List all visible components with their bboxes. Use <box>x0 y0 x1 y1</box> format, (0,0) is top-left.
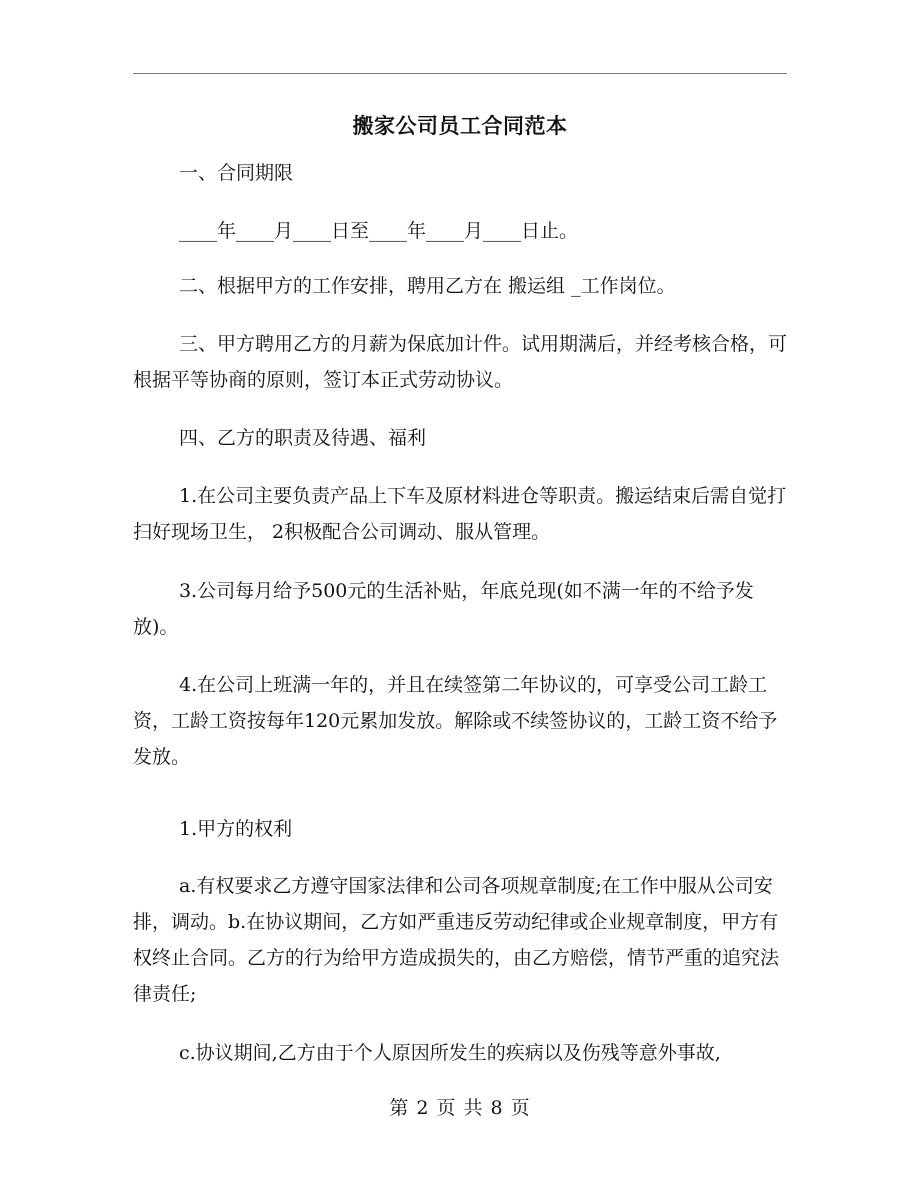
party-a-rights-c: c.协议期间,乙方由于个人原因所发生的疾病以及伤残等意外事故, <box>179 1042 721 1064</box>
contract-date-range: ____年____月____日至____年____月____日止。 <box>179 220 579 242</box>
party-a-rights-ab: a.有权要求乙方遵守国家法律和公司各项规章制度;在工作中服从公司安排，调动。b.在协议期间，乙方如严重违反劳动纪律或企业规章制度，甲方有权终止合同。乙方的行为给甲方造成损失的，由乙方赔偿，情节严重的追究法律责任; <box>133 875 780 1005</box>
header-rule <box>133 73 787 74</box>
duty-item-1: 1.在公司主要负责产品上下车及原材料进仓等职责。搬运结束后需自觉打扫好现场卫生， 2积极配合公司调动、服从管理。 <box>133 485 787 543</box>
section-party-a-rights-heading: 1.甲方的权利 <box>179 818 293 840</box>
clause-job-position: 二、根据甲方的工作安排，聘用乙方在 搬运组 _工作岗位。 <box>179 275 676 297</box>
section-contract-term-heading: 一、合同期限 <box>179 162 294 184</box>
section-duties-heading: 四、乙方的职责及待遇、福利 <box>179 427 427 449</box>
document-title: 搬家公司员工合同范本 <box>352 113 568 138</box>
page-number: 第 2 页 共 8 页 <box>389 1097 531 1119</box>
duty-item-4: 4.在公司上班满一年的，并且在续签第二年协议的，可享受公司工龄工资，工龄工资按每年120元累加发放。解除或不续签协议的，工龄工资不给予发放。 <box>133 674 778 768</box>
duty-item-3: 3.公司每月给予500元的生活补贴，年底兑现(如不满一年的不给予发放)。 <box>133 580 754 638</box>
clause-monthly-salary: 三、甲方聘用乙方的月薪为保底加计件。试用期满后，并经考核合格，可根据平等协商的原则，签订本正式劳动协议。 <box>133 333 788 391</box>
